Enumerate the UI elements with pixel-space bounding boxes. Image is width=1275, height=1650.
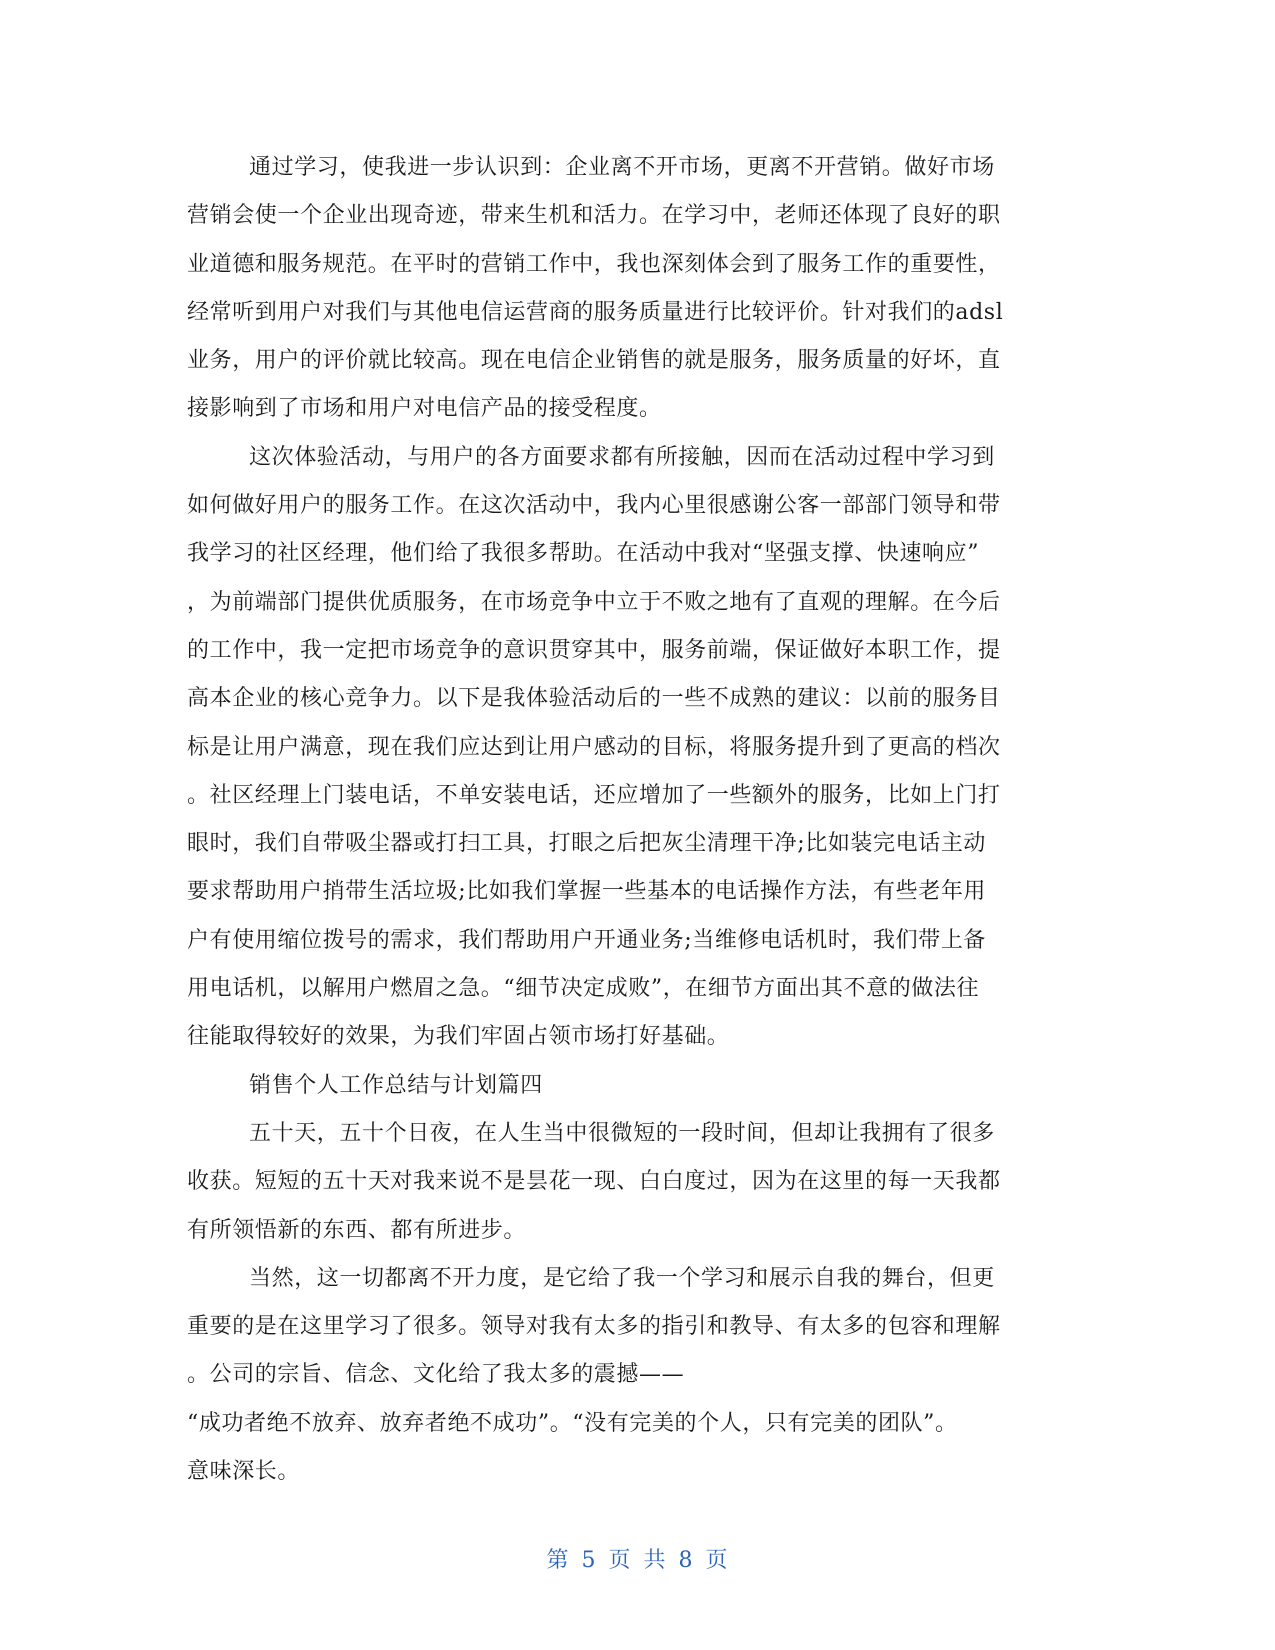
text-line: 用电话机，以解用户燃眉之急。“细节决定成败”，在细节方面出其不意的做法往 [187, 976, 980, 1002]
text-line: 当然，这一切都离不开力度，是它给了我一个学习和展示自我的舞台，但更 [249, 1265, 995, 1291]
text-line: 五十天，五十个日夜，在人生当中很微短的一段时间，但却让我拥有了很多 [249, 1120, 995, 1146]
paragraph-3 [187, 1110, 1087, 1255]
text-line: 往能取得较好的效果，为我们牢固占领市场打好基础。 [187, 1024, 730, 1050]
text-line: 通过学习，使我进一步认识到：企业离不开市场，更离不开营销。做好市场 [249, 155, 995, 180]
text-line: 有所领悟新的东西、都有所进步。 [187, 1217, 527, 1243]
footer-suffix: 页 [705, 1548, 729, 1573]
text-line: 业道德和服务规范。在平时的营销工作中，我也深刻体会到了服务工作的重要性， [187, 251, 1001, 277]
paragraph-4 [187, 1255, 1087, 1496]
text-line: ，为前端部门提供优质服务，在市场竞争中立于不败之地有了直观的理解。在今后 [187, 589, 1001, 615]
section-heading [187, 1062, 1087, 1110]
text-line: 要求帮助用户捎带生活垃圾;比如我们掌握一些基本的电话操作方法，有些老年用 [187, 879, 987, 905]
text-line: 的工作中，我一定把市场竞争的意识贯穿其中，服务前端，保证做好本职工作，提 [187, 637, 1001, 663]
text-line: 营销会使一个企业出现奇迹，带来生机和活力。在学习中，老师还体现了良好的职 [187, 203, 1001, 229]
text-line: 意味深长。 [187, 1459, 301, 1485]
total-page-number: 8 [678, 1548, 694, 1573]
text-line: 收获。短短的五十天对我来说不是昙花一现、白白度过，因为在这里的每一天我都 [187, 1169, 1001, 1195]
page-footer [0, 1543, 1275, 1574]
heading-text: 销售个人工作总结与计划篇四 [249, 1072, 543, 1098]
paragraph-2 [187, 434, 1087, 1062]
text-line: 业务，用户的评价就比较高。现在电信企业销售的就是服务，服务质量的好坏，直 [187, 348, 1001, 374]
text-line: 经常听到用户对我们与其他电信运营商的服务质量进行比较评价。针对我们的adsl [187, 299, 1004, 325]
text-line: “成功者绝不放弃、放弃者绝不成功”。“没有完美的个人，只有完美的团队”。 [187, 1410, 958, 1436]
text-line: 这次体验活动，与用户的各方面要求都有所接触，因而在活动过程中学习到 [249, 444, 995, 470]
text-line: 眼时，我们自带吸尘器或打扫工具，打眼之后把灰尘清理干净;比如装完电话主动 [187, 831, 987, 857]
text-line: 接影响到了市场和用户对电信产品的接受程度。 [187, 396, 662, 422]
current-page-number: 5 [581, 1548, 597, 1573]
footer-prefix: 第 [546, 1548, 570, 1573]
text-line: 如何做好用户的服务工作。在这次活动中，我内心里很感谢公客一部部门领导和带 [187, 493, 1001, 519]
paragraph-1 [187, 144, 1087, 434]
footer-page-word: 页 [608, 1548, 632, 1573]
text-line: 我学习的社区经理，他们给了我很多帮助。在活动中我对“坚强支撑、快速响应” [187, 541, 980, 567]
text-line: 户有使用缩位拨号的需求，我们帮助用户开通业务;当维修电话机时，我们带上备 [187, 927, 987, 953]
document-body [187, 144, 1087, 1496]
footer-total-word: 共 [643, 1548, 667, 1573]
text-line: 重要的是在这里学习了很多。领导对我有太多的指引和教导、有太多的包容和理解 [187, 1314, 1001, 1340]
text-line: 。社区经理上门装电话，不单安装电话，还应增加了一些额外的服务，比如上门打 [187, 782, 1001, 808]
text-line: 标是让用户满意，现在我们应达到让用户感动的目标，将服务提升到了更高的档次 [187, 734, 1001, 760]
text-line: 。公司的宗旨、信念、文化给了我太多的震撼—— [187, 1362, 685, 1388]
text-line: 高本企业的核心竞争力。以下是我体验活动后的一些不成熟的建议：以前的服务目 [187, 686, 1001, 712]
